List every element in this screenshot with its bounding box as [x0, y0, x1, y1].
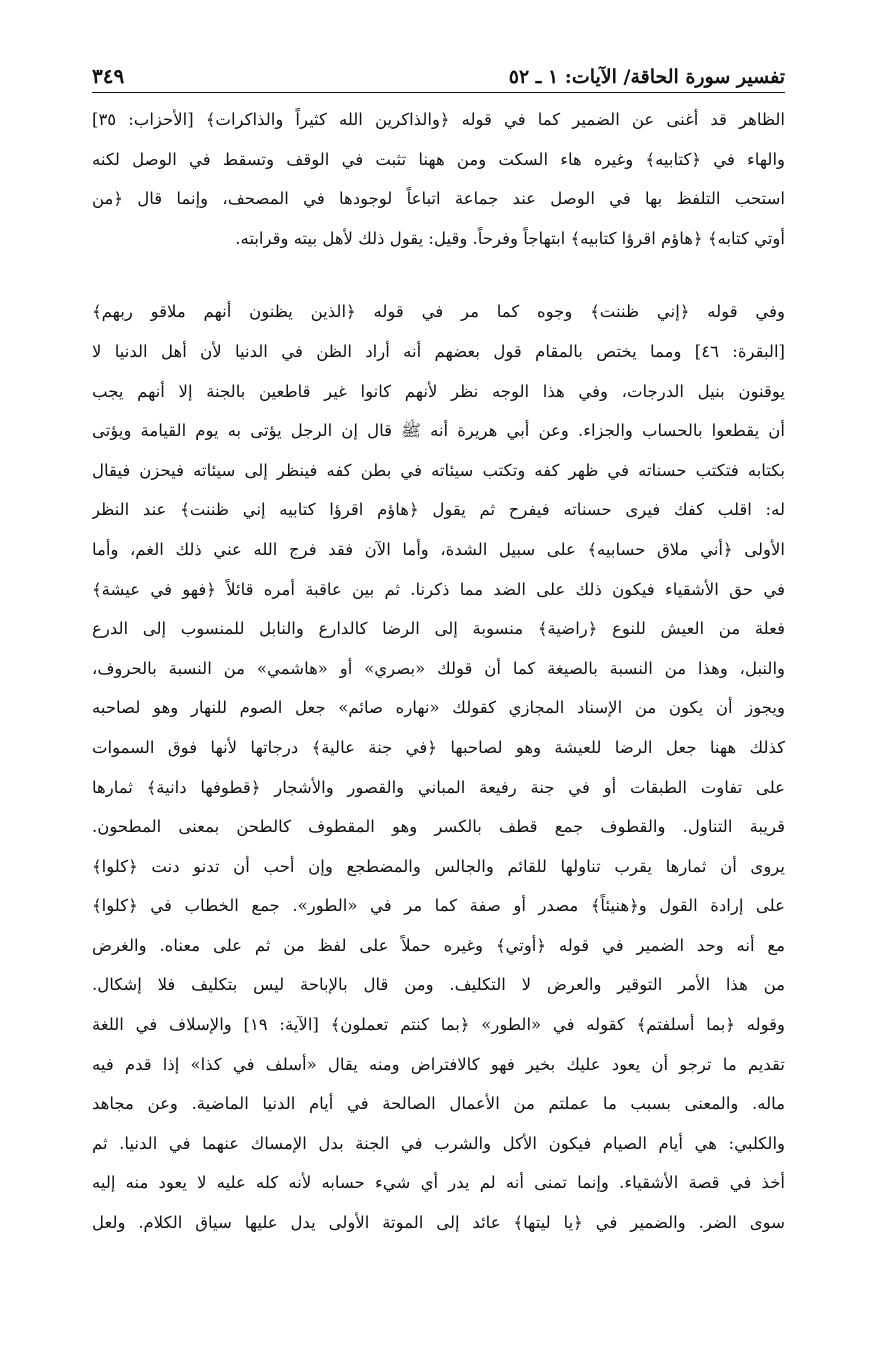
text-line: يروى أن ثمارها يقرب تناولها للقائم والجالس والمضطجع وإن أحب أن تدنو دنت ﴿كلوا﴾	[92, 856, 785, 876]
text-line: من هذا الأمر التوقير والعرض لا التكليف. ومن قال بالإباحة ليس بتكليف فلا إشكال.	[92, 975, 785, 995]
text-line: على تفاوت الطبقات أو في جنة رفيعة المباني والقصور والأشجار ﴿قطوفها دانية﴾ ثمارها	[92, 777, 785, 797]
running-title: تفسير سورة الحاقة/ الآيات: ١ ـ ٥٢	[508, 66, 785, 88]
text-line: أن يقطعوا بالحساب والجزاء. وعن أبي هريرة أنه ﷺ قال إن الرجل يؤتى به يوم القيامة ويؤتى	[92, 421, 785, 441]
text-line: بكتابه فتكتب حسناته في ظهر كفه وتكتب سيئاته في بطن كفه فينظر إلى سيئاته فيحزن فيقال	[92, 460, 785, 480]
text-line: يوقنون بنيل الدرجات، وفي هذا الوجه نظر لأنهم كانوا غير قاطعين بالجنة إلا أنهم يجب	[92, 381, 785, 401]
paragraph-1	[92, 100, 785, 258]
text-line: [البقرة: ٤٦] ومما يختص بالمقام قول بعضهم أنه أراد الظن في الدنيا لأن أهل الدنيا لا	[92, 341, 785, 361]
text-line: أخذ في قصة الأشقياء. وإنما تمنى أنه لم يدر أي شيء حسابه لأنه كله عليه لا يعود منه إليه	[92, 1173, 785, 1193]
text-line: والكلبي: هي أيام الصيام فيكون الأكل والشرب في الجنة بدل الإمساك عنهما في الدنيا. ثم	[92, 1133, 785, 1153]
text-line: فعلة من العيش للنوع ﴿راضية﴾ منسوبة إلى الرضا كالدارع والنابل للمنسوب إلى الدرع	[92, 619, 785, 639]
text-line: أوتي كتابه﴾ ﴿هاؤم اقرؤا كتابيه﴾ ابتهاجاً وفرحاً. وقيل: يقول ذلك لأهل بيته وقرابته.	[235, 228, 785, 248]
text-line: والنبل، وهذا من النسبة بالصيغة كما أن قولك «بصري» أو «هاشمي» من النسبة بالحروف،	[92, 658, 785, 678]
text-line: له: اقلب كفك فيرى حسناته فيفرح ثم يقول ﴿هاؤم اقرؤا كتابيه إني ظننت﴾ عند النظر	[92, 500, 785, 520]
paragraph-2	[92, 292, 785, 1242]
text-line: كذلك ههنا جعل الرضا للعيشة وهو لصاحبها ﴿في جنة عالية﴾ درجاتها لأنها فوق السموات	[92, 737, 785, 757]
page-number: ٣٤٩	[92, 64, 125, 88]
text-line: مع أنه وحد الضمير في قوله ﴿أوتي﴾ وغيره حملاً على لفظ من ثم على معناه. والغرض	[92, 935, 785, 955]
text-line: قريبة التناول. والقطوف جمع قطف بالكسر وهو المقطوف كالطحن بمعنى المطحون.	[92, 817, 785, 837]
page-header	[92, 52, 785, 93]
text-line: وفي قوله ﴿إني ظننت﴾ وجوه كما مر في قوله ﴿الذين يظنون أنهم ملاقو ربهم﴾	[92, 302, 785, 322]
paragraph-gap	[92, 258, 785, 292]
text-line: وقوله ﴿بما أسلفتم﴾ كقوله في «الطور» ﴿بما كنتم تعملون﴾ [الآية: ١٩] والإسلاف في اللغة	[92, 1015, 785, 1035]
text-line: سوى الضر. والضمير في ﴿يا ليتها﴾ عائد إلى الموتة الأولى يدل عليها سياق الكلام. ولعل	[92, 1213, 785, 1233]
text-line: على إرادة القول و﴿هنيئاً﴾ مصدر أو صفة كما مر في «الطور». جمع الخطاب في ﴿كلوا﴾	[92, 896, 785, 916]
text-line: ماله. والمعنى بسبب ما عملتم من الأعمال الصالحة في أيام الدنيا الماضية. وعن مجاهد	[92, 1094, 785, 1114]
text-line: في حق الأشقياء فيكون ذلك على الضد مما ذكرنا. ثم بين عاقبة أمره قائلاً ﴿فهو في عيشة﴾	[92, 579, 785, 599]
text-line: والهاء في ﴿كتابيه﴾ وغيره هاء السكت ومن ههنا تثبت في الوقف وتسقط في الوصل لكنه	[92, 149, 785, 169]
body-text	[92, 100, 785, 1243]
text-line: الظاهر قد أغنى عن الضمير كما في قوله ﴿والذاكرين الله كثيراً والذاكرات﴾ [الأحزاب: ٣٥]	[92, 110, 785, 129]
text-line: ويجوز أن يكون من الإسناد المجازي كقولك «نهاره صائم» جعل الصوم للنهار وهو لصاحبه	[92, 698, 785, 718]
text-line: استحب التلفظ بها في الوصل عند جماعة اتباعاً لوجودها في المصحف، وإنما قال ﴿من	[92, 189, 785, 209]
text-line: تقديم ما ترجو أن يعود عليك بخير فهو كالافتراض ومنه يقال «أسلف في كذا» إذا قدم فيه	[92, 1054, 785, 1074]
text-line: الأولى ﴿أني ملاق حسابيه﴾ على سبيل الشدة، وأما الآن فقد فرج الله عني ذلك الغم، وأما	[92, 539, 785, 559]
